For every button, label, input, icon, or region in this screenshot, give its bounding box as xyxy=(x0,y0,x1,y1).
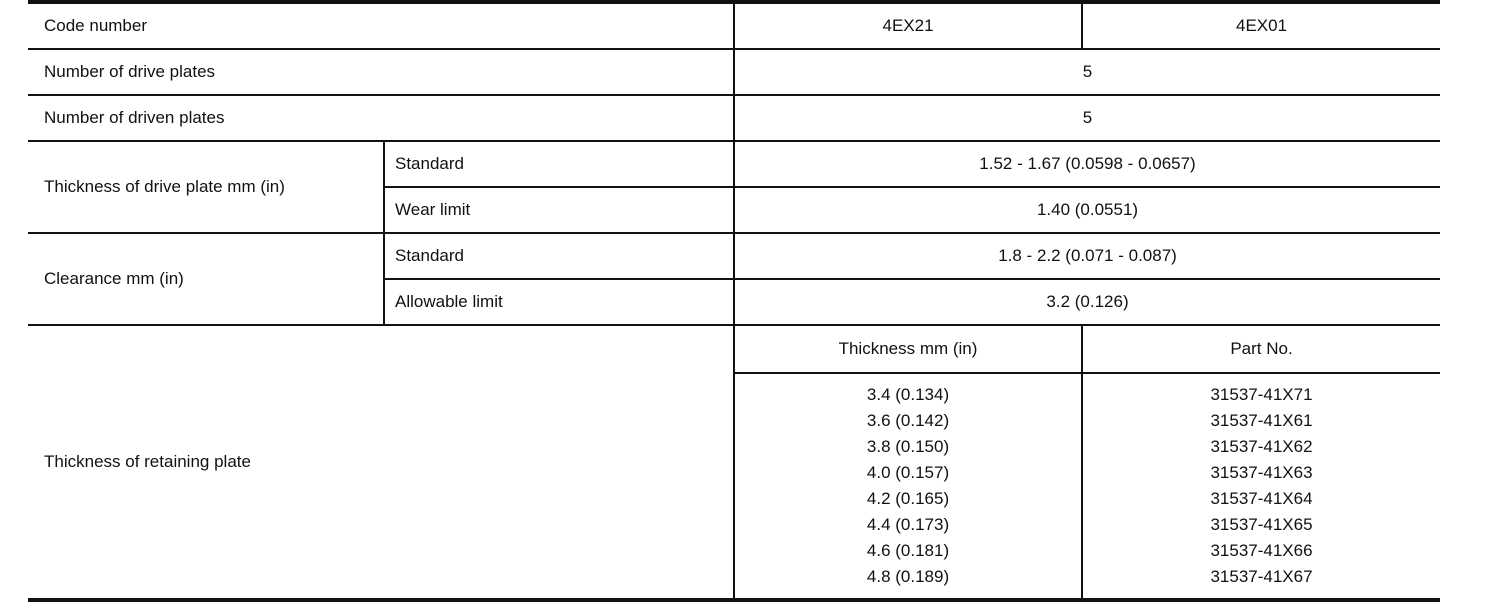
drive-plate-standard-label: Standard xyxy=(384,141,734,187)
thickness-value: 4.8 (0.189) xyxy=(866,567,950,586)
part-number-value: 31537-41X62 xyxy=(1210,437,1313,456)
part-number-values-cell xyxy=(1082,373,1440,600)
thickness-value: 4.4 (0.173) xyxy=(866,515,950,534)
part-number-value: 31537-41X64 xyxy=(1210,489,1313,508)
thickness-values-cell xyxy=(734,373,1082,600)
part-number-value-list xyxy=(1083,382,1440,590)
clutch-spec-table xyxy=(28,0,1440,602)
clearance-standard-label: Standard xyxy=(384,233,734,279)
drive-plate-thickness-label: Thickness of drive plate mm (in) xyxy=(28,141,384,233)
clearance-standard-value: 1.8 - 2.2 (0.071 - 0.087) xyxy=(734,233,1440,279)
driven-plates-value: 5 xyxy=(734,95,1440,141)
driven-plates-label: Number of driven plates xyxy=(28,95,734,141)
clearance-label: Clearance mm (in) xyxy=(28,233,384,325)
retaining-plate-label: Thickness of retaining plate xyxy=(28,325,734,600)
table-row-code-number xyxy=(28,2,1440,49)
table-row-drive-plate-standard xyxy=(28,141,1440,187)
thickness-value: 4.6 (0.181) xyxy=(866,541,950,560)
thickness-value-list xyxy=(735,382,1081,590)
table-row-retaining-header xyxy=(28,325,1440,373)
thickness-value: 3.8 (0.150) xyxy=(866,437,950,456)
table-row-driven-plates xyxy=(28,95,1440,141)
drive-plate-wear-value: 1.40 (0.0551) xyxy=(734,187,1440,233)
thickness-value: 4.2 (0.165) xyxy=(866,489,950,508)
clearance-allowable-value: 3.2 (0.126) xyxy=(734,279,1440,325)
part-number-value: 31537-41X71 xyxy=(1210,385,1313,404)
part-number-value: 31537-41X67 xyxy=(1210,567,1313,586)
code-4ex21-header: 4EX21 xyxy=(734,2,1082,49)
table-row-clearance-standard xyxy=(28,233,1440,279)
code-4ex01-header: 4EX01 xyxy=(1082,2,1440,49)
part-number-value: 31537-41X61 xyxy=(1210,411,1313,430)
drive-plate-wear-label: Wear limit xyxy=(384,187,734,233)
code-number-label: Code number xyxy=(28,2,734,49)
drive-plates-label: Number of drive plates xyxy=(28,49,734,95)
part-number-value: 31537-41X66 xyxy=(1210,541,1313,560)
drive-plate-standard-value: 1.52 - 1.67 (0.0598 - 0.0657) xyxy=(734,141,1440,187)
thickness-value: 3.6 (0.142) xyxy=(866,411,950,430)
thickness-value: 3.4 (0.134) xyxy=(866,385,950,404)
thickness-column-header: Thickness mm (in) xyxy=(734,325,1082,373)
thickness-value: 4.0 (0.157) xyxy=(866,463,950,482)
part-number-value: 31537-41X65 xyxy=(1210,515,1313,534)
clearance-allowable-label: Allowable limit xyxy=(384,279,734,325)
part-number-column-header: Part No. xyxy=(1082,325,1440,373)
table-row-drive-plates xyxy=(28,49,1440,95)
part-number-value: 31537-41X63 xyxy=(1210,463,1313,482)
drive-plates-value: 5 xyxy=(734,49,1440,95)
